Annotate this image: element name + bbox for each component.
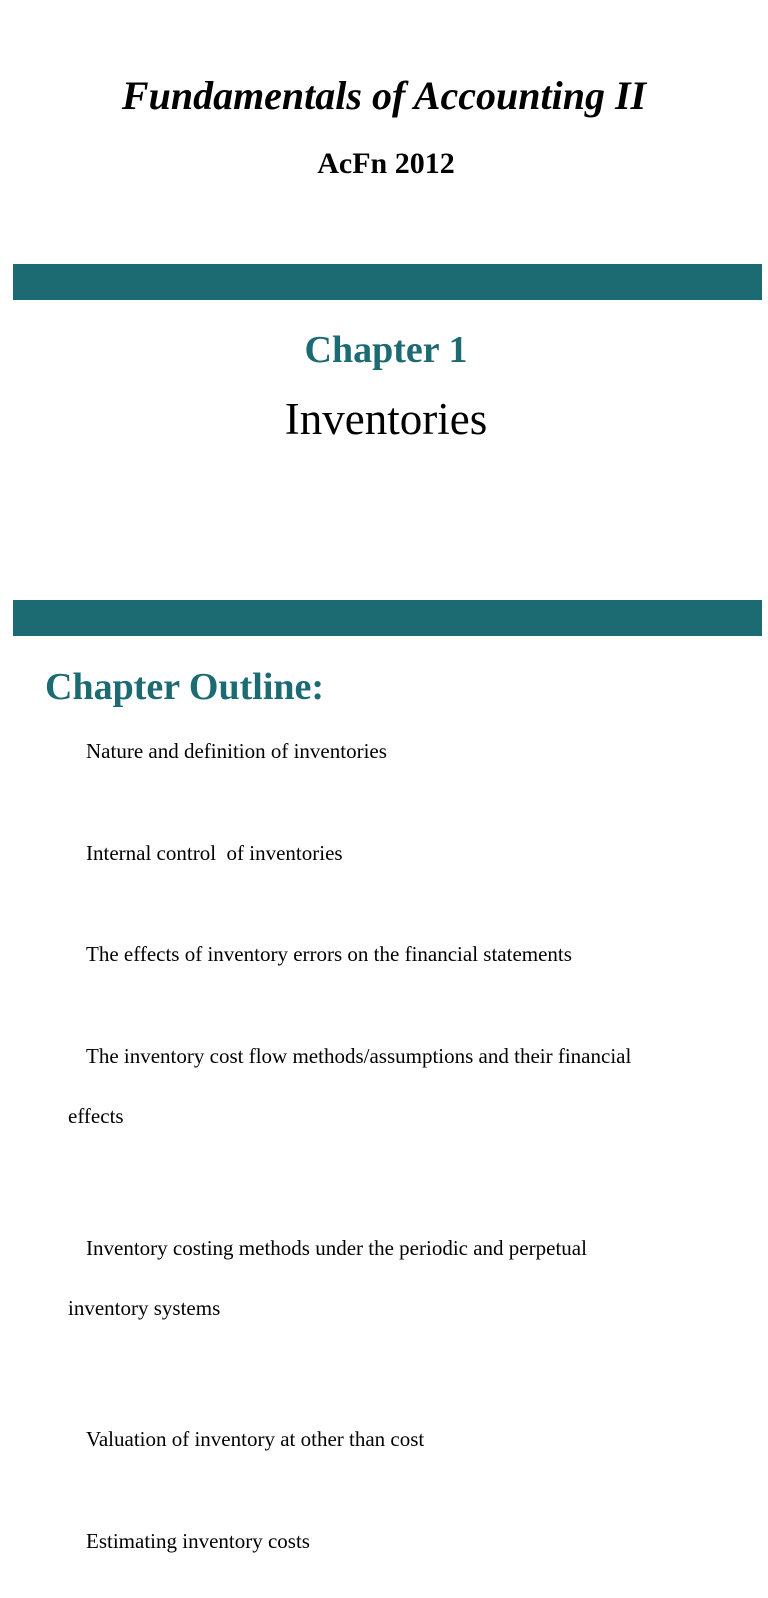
outline-item-text: Inventory costing methods under the periodic and perpetual (86, 1235, 587, 1260)
outline-item-text: The effects of inventory errors on the financial statements (86, 942, 572, 967)
outline-item (65, 1011, 745, 1191)
outline-item (65, 1496, 745, 1586)
outline-item-continuation: effects (68, 1104, 124, 1129)
outline-item (65, 1394, 745, 1484)
course-title: Fundamentals of Accounting II (121, 73, 647, 118)
chapter-number: Chapter 1 (304, 329, 468, 371)
outline-item-continuation: inventory systems (68, 1295, 221, 1320)
outline-heading: Chapter Outline: (45, 666, 325, 708)
course-code: AcFn 2012 (317, 147, 455, 180)
bottom-divider-band (13, 600, 762, 636)
outline-item-text: Valuation of inventory at other than cost (86, 1427, 425, 1452)
outline-item (65, 909, 745, 999)
outline-item (65, 808, 745, 898)
outline-item (65, 706, 745, 796)
outline-item (65, 1203, 745, 1383)
outline-list (65, 706, 745, 1598)
outline-item-text: Internal control of inventories (86, 840, 343, 865)
outline-item-text: The inventory cost flow methods/assumptions and their financial (86, 1044, 632, 1069)
chapter-title: Inventories (284, 394, 488, 444)
outline-item-text: Estimating inventory costs (86, 1529, 310, 1554)
top-divider-band (13, 264, 762, 300)
outline-item-text: Nature and definition of inventories (86, 739, 387, 763)
